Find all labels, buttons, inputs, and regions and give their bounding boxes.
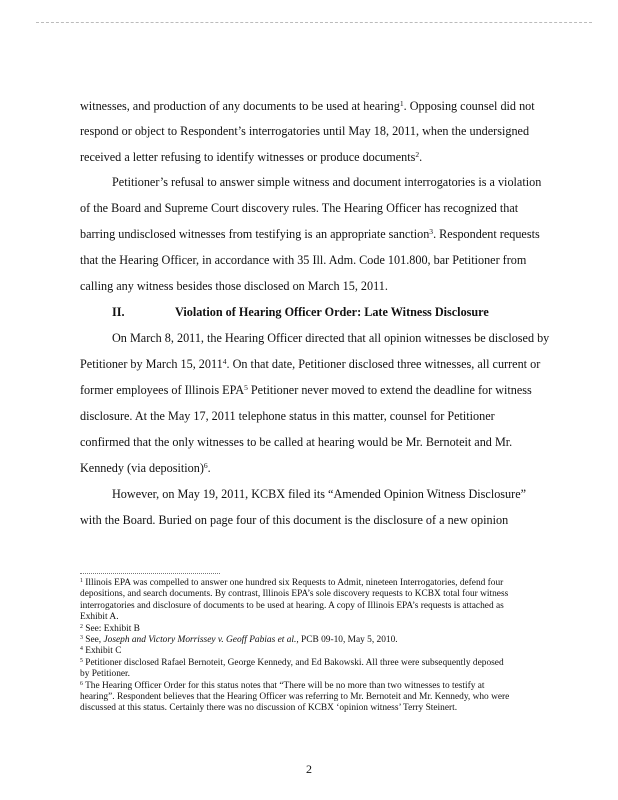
footnote-line xyxy=(80,646,121,656)
body-line xyxy=(80,124,529,139)
text-segment: calling any witness besides those disclosed on March 15, 2011. xyxy=(80,279,388,293)
text-segment: of the Board and Supreme Court discovery rules. The Hearing Officer has recognized that xyxy=(80,201,519,215)
footnote-reference: 5 xyxy=(244,382,248,392)
text-segment: confirmed that the only witnesses to be called at hearing would be Mr. Bernoteit and Mr. xyxy=(80,435,513,449)
text-segment: See, xyxy=(82,635,104,645)
body-line xyxy=(80,409,495,424)
text-segment: On March 8, 2011, the Hearing Officer directed that all opinion witnesses be disclosed by xyxy=(112,331,550,345)
footnote-line xyxy=(80,658,504,668)
text-segment: Petitioner’s refusal to answer simple witness and document interrogatories is a violation xyxy=(112,175,542,189)
footnote-number: 4 xyxy=(80,646,83,653)
footnote-number: 2 xyxy=(80,623,83,630)
body-line xyxy=(80,279,388,294)
text-segment: The Hearing Officer Order for this status notes that “There will be no more than two witnesses to testify at xyxy=(82,680,485,691)
footnote-line xyxy=(80,601,504,611)
text-segment: that the Hearing Officer, in accordance with 35 Ill. Adm. Code 101.800, bar Petitioner from xyxy=(80,253,527,267)
footnote-line xyxy=(80,612,119,622)
section-heading: Violation of Hearing Officer Order: Late Witness Disclosure xyxy=(175,305,489,319)
text-segment: . Opposing counsel did not xyxy=(403,99,535,113)
text-segment: Joseph and Victory Morrissey v. Geoff Pabias et al. xyxy=(103,635,297,645)
body-line xyxy=(112,487,526,502)
body-line xyxy=(112,305,125,320)
text-segment: by Petitioner. xyxy=(80,669,130,680)
footnote-line xyxy=(80,635,398,645)
text-segment: hearing”. Respondent believes that the Hearing Officer was referring to Mr. Bernoteit and Mr. Kennedy, who were xyxy=(80,692,510,702)
footnote-number: 6 xyxy=(80,680,83,687)
footnote-reference: 3 xyxy=(429,226,434,236)
body-line xyxy=(80,227,540,242)
body-line xyxy=(80,253,526,268)
footnote-reference: 4 xyxy=(222,356,227,366)
text-segment: However, on May 19, 2011, KCBX filed its “Amended Opinion Witness Disclosure” xyxy=(112,487,527,501)
footnote-reference: 1 xyxy=(399,98,404,108)
body-line xyxy=(80,461,211,476)
footnote-separator xyxy=(80,573,220,574)
footnote-line xyxy=(80,624,140,634)
body-line xyxy=(80,201,518,216)
text-segment: discussed at this status. Certainly there was no discussion of KCBX ‘opinion witness’ Terry Steinert. xyxy=(80,703,458,714)
text-segment: barring undisclosed witnesses from testifying is an appropriate sanction xyxy=(80,227,430,241)
body-line xyxy=(80,99,535,114)
body-line xyxy=(80,357,540,372)
body-line xyxy=(112,175,541,190)
body-line xyxy=(112,331,549,346)
text-segment: Petitioner never moved to extend the deadline for witness xyxy=(247,383,532,397)
text-segment: , PCB 09-10, May 5, 2010. xyxy=(296,635,398,645)
text-segment: . On that date, Petitioner disclosed three witnesses, all current or xyxy=(226,357,541,371)
text-segment: Exhibit C xyxy=(82,646,122,657)
text-segment: respond or object to Respondent’s interrogatories until May 18, 2011, when the undersigned xyxy=(80,124,530,138)
footnote-number: 1 xyxy=(80,577,83,584)
text-segment: Illinois EPA was compelled to answer one hundred six Requests to Admit, nineteen Interrogatories, defend four xyxy=(82,578,504,588)
text-segment: former employees of Illinois EPA xyxy=(80,383,245,397)
text-segment: . Respondent requests xyxy=(433,227,540,241)
text-segment: II. xyxy=(112,305,125,319)
text-segment: witnesses, and production of any documents to be used at hearing xyxy=(80,99,400,113)
body-line xyxy=(80,150,422,165)
footnote-line xyxy=(80,692,509,702)
footnote-number: 5 xyxy=(80,657,83,664)
text-segment: Petitioner by March 15, 2011 xyxy=(80,357,223,371)
text-segment: . xyxy=(419,150,423,164)
footnote-line xyxy=(80,578,503,588)
text-segment: with the Board. Buried on page four of this document is the disclosure of a new opinion xyxy=(80,513,509,527)
text-segment: Petitioner disclosed Rafael Bernoteit, George Kennedy, and Ed Bakowski. All three were subsequently deposed xyxy=(82,657,504,668)
footnote-reference: 2 xyxy=(415,149,420,159)
text-segment: interrogatories and disclosure of documents to be used at hearing. A copy of Illinois EPA’s requests is attached as xyxy=(80,600,504,611)
text-segment: depositions, and search documents. By contrast, Illinois EPA’s sole discovery requests to KCBX total four witness xyxy=(80,589,509,600)
footnote-number: 3 xyxy=(80,634,83,641)
body-line xyxy=(80,383,532,398)
text-segment: Exhibit A. xyxy=(80,612,119,623)
footnote-line xyxy=(80,589,508,599)
body-line xyxy=(80,513,508,528)
text-segment: . xyxy=(207,461,211,475)
text-segment: See: Exhibit B xyxy=(82,623,140,634)
page-number: 2 xyxy=(306,762,312,776)
footnote-line xyxy=(80,703,457,713)
body-line xyxy=(80,435,512,450)
footnote-line xyxy=(80,681,485,691)
page-top-edge xyxy=(36,22,592,23)
footnote-line xyxy=(80,669,130,679)
footnote-reference: 6 xyxy=(203,460,208,470)
text-segment: Kennedy (via deposition) xyxy=(80,461,204,475)
text-segment: received a letter refusing to identify witnesses or produce documents xyxy=(80,150,416,164)
text-segment: disclosure. At the May 17, 2011 telephone status in this matter, counsel for Petitioner xyxy=(80,409,495,423)
